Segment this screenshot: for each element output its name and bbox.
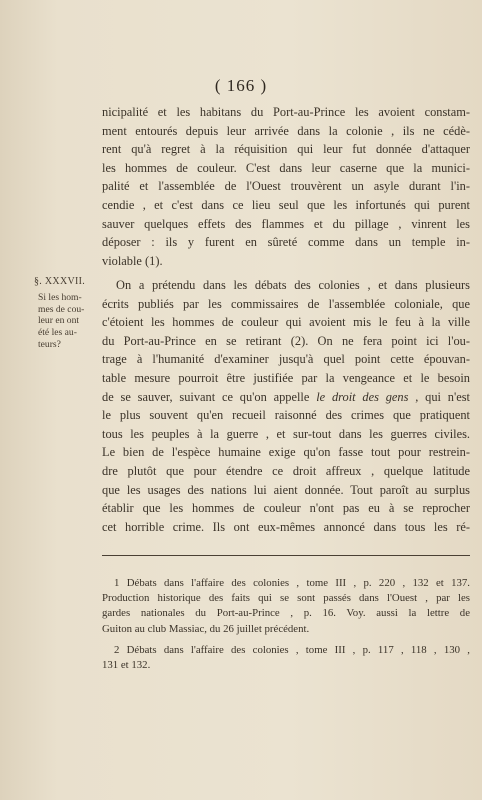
text-line: rent qu'à regret à la réquisition qui leur fut donnée d'attaquer (102, 142, 470, 157)
italic-phrase: le droit des gens (316, 389, 409, 404)
footnote-1 (102, 576, 470, 637)
text-line: dre plutôt que pour étendre ce droit affreux , quelque latitude (102, 463, 470, 478)
text-line: cendie , et c'est dans ce lieu seul que les infortunés qui purent (102, 197, 470, 212)
margin-note-line: été les au- (38, 327, 77, 339)
text-line: sauver quelques effets des flammes et du pillage , vinrent les (102, 216, 470, 231)
footnote-2 (102, 643, 470, 673)
footnote-line: 2 Débats dans l'affaire des colonies , tome III , p. 117 , 118 , 130 , (114, 643, 470, 656)
margin-note-line: Si les hom- (38, 291, 82, 303)
text-line: le plus souvent qu'en recueil raisonné des crimes que pratiquent (102, 408, 470, 423)
text-line: établir que les hommes de couleur n'ont pas eu à se reprocher (102, 501, 470, 516)
footnote-line: 131 et 132. (102, 659, 151, 672)
text-segment: , qui n'est (415, 389, 470, 404)
text-line: écrits publiés par les commissaires de l'assemblée coloniale, que (102, 296, 470, 311)
text-line: que les usages des nations lui aient donnée. Tout paroît au surplus (102, 482, 470, 497)
page-number: ( 166 ) (214, 76, 268, 95)
footnote-line: Guiton au club Massiac, du 26 juillet précédent. (102, 622, 310, 635)
footnote-line: gardes nationales du Port-au-Prince , p. 16. Voy. aussi la lettre de (102, 607, 470, 620)
footnotes (102, 576, 470, 679)
text-line: les hommes de couleur. C'est dans leur caserne que la munici- (102, 160, 470, 175)
text-line: table mesure pourroit être justifiée par la vengeance et le besoin (102, 370, 470, 385)
paragraph-2 (102, 276, 470, 536)
text-line (102, 388, 470, 407)
paragraph-1 (102, 103, 470, 270)
section-number: §. XXXVII. (34, 276, 86, 287)
text-line: déposer : ils y furent en sûreté comme dans un temple in- (102, 235, 470, 250)
text-line: tous les peuples à la guerre , et sur-tout dans les guerres civiles. (102, 426, 470, 441)
text-line: On a prétendu dans les débats des colonies , et dans plusieurs (116, 278, 470, 292)
margin-note (34, 276, 90, 351)
footnote-line: 1 Débats dans l'affaire des colonies , tome III , p. 220 , 132 et 137. (114, 577, 470, 589)
text-line: violable (1). (102, 253, 163, 268)
text-line: Le bien de l'espèce humaine exige qu'on fasse tout pour restrein- (102, 445, 470, 460)
text-line: du Port-au-Prince en se retirant (2). On ne fera point ici l'ou- (102, 333, 470, 348)
text-segment: de se sauver, suivant ce qu'on appelle (102, 389, 310, 404)
footnote-divider (102, 555, 470, 556)
text-line: trage à l'humanité d'examiner jusqu'à quel point cette épouvan- (102, 352, 470, 367)
text-line: nicipalité et les habitans du Port-au-Prince les avoient constam- (102, 105, 470, 119)
text-line: ment entourés depuis leur arrivée dans la colonie , ils ne cédè- (102, 123, 470, 138)
margin-note-line: mes de cou- (38, 303, 85, 315)
text-line: palité et l'assemblée de l'Ouest trouvèrent un asyle durant l'in- (102, 179, 470, 194)
text-line: cet horrible crime. Ils ont eux-mêmes annoncé dans tous les ré- (102, 519, 470, 534)
footnote-line: Production historique des faits qui se sont passés dans l'Ouest , par les (102, 592, 470, 605)
text-line: c'étoient les hommes de couleur qui avoient mis le feu à la ville (102, 315, 470, 330)
margin-note-line: teurs? (38, 338, 61, 350)
margin-note-line: leur en ont (38, 315, 80, 327)
